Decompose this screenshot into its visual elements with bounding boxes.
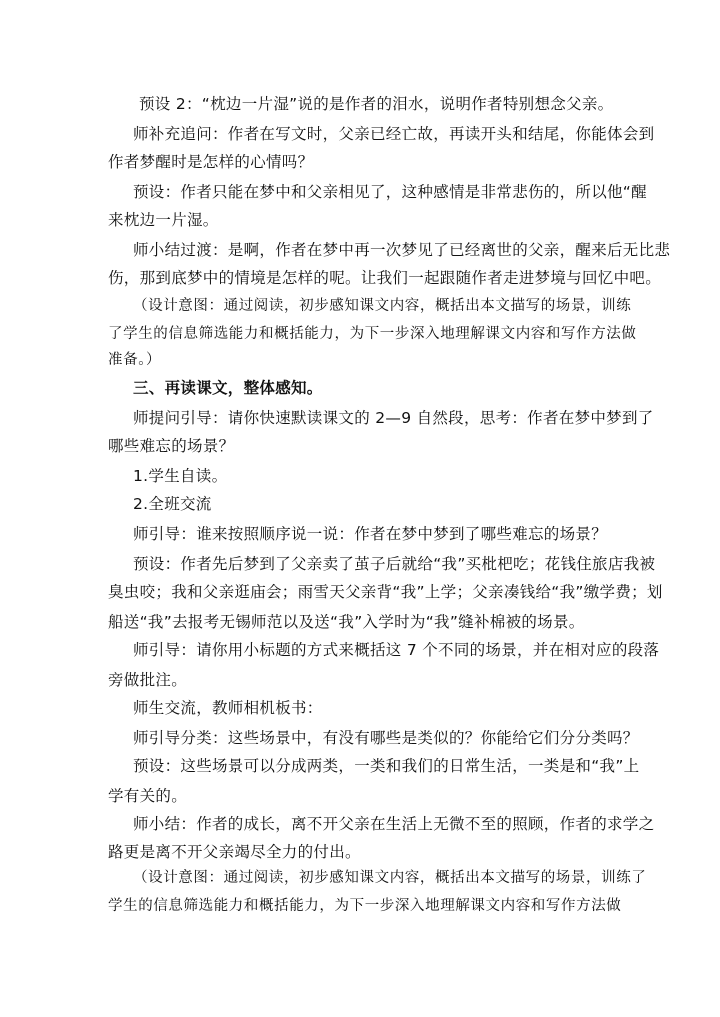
text-line: 臭虫咬；我和父亲逛庙会；雨雪天父亲背“我”上学；父亲凑钱给“我”缴学费；划 (108, 583, 663, 601)
text-line: 师引导分类：这些场景中，有没有哪些是类似的？你能给它们分分类吗？ (133, 729, 639, 747)
text-line: 来枕边一片湿。 (108, 211, 219, 229)
text-line: 哪些难忘的场景？ (108, 437, 235, 455)
design-note-line: （设计意图：通过阅读，初步感知课文内容，概括出本文描写的场景，训练了 (133, 870, 647, 886)
section-heading: 三、再读课文，整体感知。 (133, 379, 323, 397)
text-line: 师引导：请你用小标题的方式来概括这 7 个不同的场景，并在相对应的段落 (133, 641, 660, 659)
list-item: 1.学生自读。 (133, 467, 228, 485)
text-line: 师补充追问：作者在写文时，父亲已经亡故，再读开头和结尾，你能体会到 (133, 125, 655, 143)
list-item: 2.全班交流 (133, 495, 212, 513)
text-line: 预设：作者先后梦到了父亲卖了茧子后就给“我”买枇杷吃；花钱住旅店我被 (133, 555, 656, 573)
text-line: 船送“我”去报考无锡师范以及送“我”入学时为“我”缝补棉被的场景。 (108, 613, 585, 631)
text-line: 作者梦醒时是怎样的心情吗？ (108, 153, 314, 171)
text-line: 师引导：谁来按照顺序说一说：作者在梦中梦到了哪些难忘的场景？ (133, 525, 608, 543)
design-note-line: （设计意图：通过阅读，初步感知课文内容，概括出本文描写的场景，训练 (133, 298, 632, 314)
design-note-line: 准备。） (108, 352, 162, 368)
design-note-line: 学生的信息筛选能力和概括能力，为下一步深入地理解课文内容和写作方法做 (108, 898, 622, 914)
design-note-line: 了学生的信息筛选能力和概括能力，为下一步深入地理解课文内容和写作方法做 (108, 326, 637, 342)
text-line: 师小结：作者的成长，离不开父亲在生活上无微不至的照顾，作者的求学之 (133, 815, 655, 833)
text-line: 旁做批注。 (108, 671, 188, 689)
text-line: 师小结过渡：是啊，作者在梦中再一次梦见了已经离世的父亲，醒来后无比悲 (133, 241, 671, 259)
text-line: 师生交流，教师相机板书： (133, 699, 323, 717)
text-line: 学有关的。 (108, 787, 188, 805)
text-line: 伤，那到底梦中的情境是怎样的呢。让我们一起跟随作者走进梦境与回忆中吧。 (108, 269, 662, 287)
text-line: 预设 2：“枕边一片湿”说的是作者的泪水，说明作者特别想念父亲。 (139, 95, 614, 113)
text-line: 路更是离不开父亲竭尽全力的付出。 (108, 843, 361, 861)
text-line: 师提问引导：请你快速默读课文的 2—9 自然段，思考：作者在梦中梦到了 (133, 409, 654, 427)
text-line: 预设：这些场景可以分成两类，一类和我们的日常生活，一类是和“我”上 (133, 757, 640, 775)
text-line: 预设：作者只能在梦中和父亲相见了，这种感情是非常悲伤的，所以他“醒 (133, 183, 647, 201)
